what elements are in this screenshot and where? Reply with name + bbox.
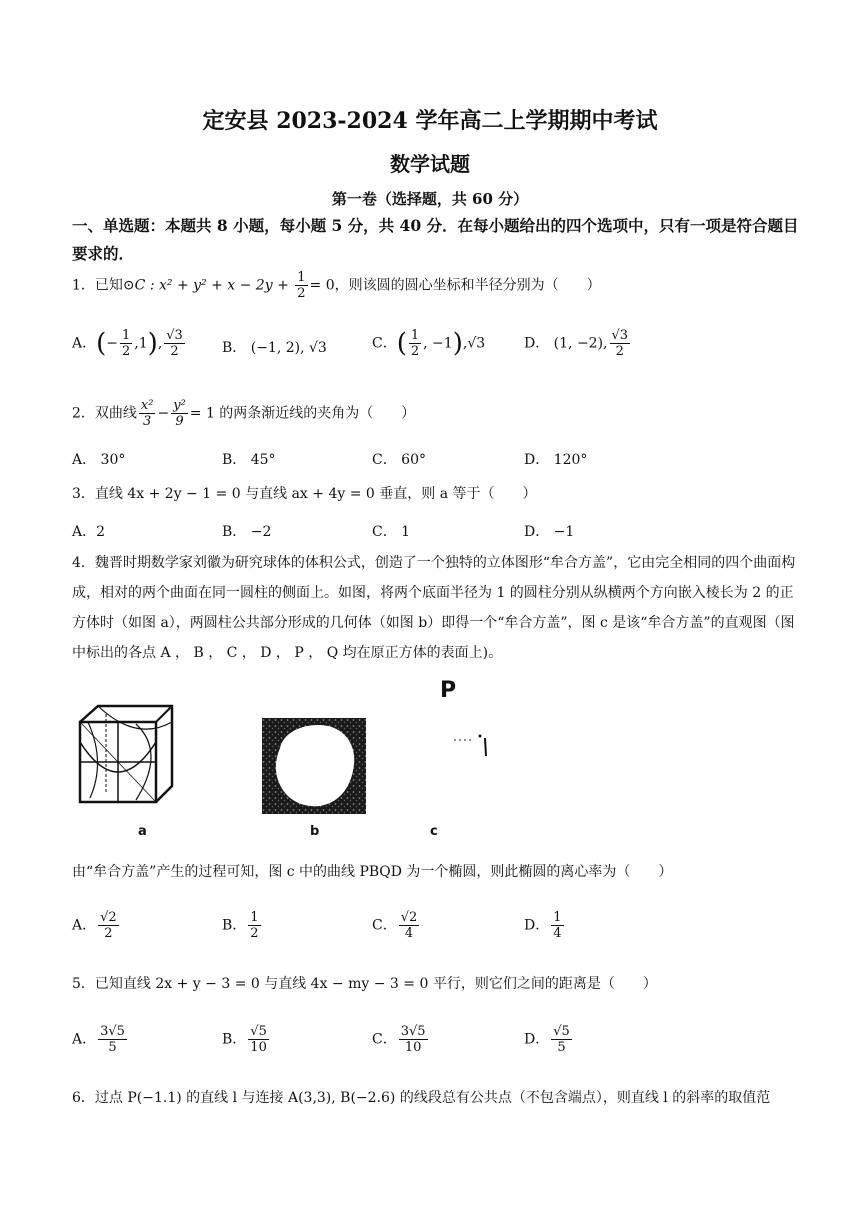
q5-option-b: B． $\frac{√5}{10}$: [222, 1024, 267, 1055]
figure-a-cube: [76, 702, 176, 806]
q2-option-d: D． 120°: [524, 452, 588, 468]
section-heading: 一、单选题：本题共 8 小题，每小题 5 分，共 40 分．在每小题给出的四个选项中，只有一项是符合题目要求的．: [72, 216, 799, 263]
q5-option-d: D． $\frac{√5}{5}$: [524, 1024, 570, 1055]
part-heading: 第一卷（选择题，共 60 分）: [331, 190, 529, 208]
question-4-prompt: 由“牟合方盖”产生的过程可知，图 c 中的曲线 PBQD 为一个椭圆，则此椭圆的离心率为（ ）: [72, 864, 673, 880]
question-6: 6．过点 P(−1.1) 的直线 l 与连接 A(3,3), B(−2.6) 的线段总有公共点（不包含端点），则直线 l 的斜率的取值范: [72, 1090, 771, 1106]
q1-prefix: 1．已知: [72, 277, 123, 294]
exam-title: 定安县 2023-2024 学年高二上学期期中考试: [202, 108, 658, 134]
figure-c-label: c: [430, 824, 438, 839]
q3-option-a: A．2: [72, 524, 106, 540]
q1-eq-tail: = 0: [309, 277, 335, 294]
q1-half-fraction: $\frac{1}{2}$: [297, 270, 306, 301]
figure-c-point-p: P: [440, 678, 457, 703]
exam-subtitle: 数学试题: [390, 152, 470, 176]
question-4-paragraph: 4．魏晋时期数学家刘徽为研究球体的体积公式，创造了一个独特的立体图形“牟合方盖”，它由完全相同的四个曲面构成，相对的两个曲面在同一圆柱的侧面上。如图，将两个底面半径为 1 的圆柱分别从纵横两个方向嵌入棱长为 2 的正方体时（如图 a），两圆柱公共部分形成的几何体（如图 b）即得一个“牟合方盖”，图 c 是该“牟合方盖”的直观图（图中标出的各点 A ， B ， C ， D ， P ， Q 均在原正方体的表面上)。: [72, 555, 796, 661]
q1-suffix: ，则该圆的圆心坐标和半径分别为（ ）: [334, 277, 601, 294]
q1-option-d: D． (1, −2), $\frac{√3}{2}$: [524, 328, 629, 359]
q5-option-a: A． $\frac{3√5}{5}$: [72, 1024, 125, 1055]
q1-option-c: C．( $\frac{1}{2}$ , −1),√3: [372, 328, 486, 359]
q1-option-b: B． (−1, 2), √3: [222, 340, 327, 356]
question-5: 5．已知直线 2x + y − 3 = 0 与直线 4x − my − 3 = 0 平行，则它们之间的距离是（ ）: [72, 976, 657, 992]
figure-a-label: a: [138, 824, 147, 839]
q1-option-a: A．(− $\frac{1}{2}$ ,1), $\frac{√3}{2}$: [72, 328, 183, 359]
q2-option-c: C． 60°: [372, 452, 426, 468]
q2-option-a: A． 30°: [72, 452, 126, 468]
q3-option-d: D． −1: [524, 524, 575, 540]
q4-option-d: D． $\frac{1}{4}$: [524, 910, 562, 941]
q4-option-b: B． $\frac{1}{2}$: [222, 910, 259, 941]
question-1: [72, 270, 807, 301]
q1-equation: ⊙C : x² + y² + x − 2y +: [122, 277, 289, 294]
q4-option-c: C． $\frac{√2}{4}$: [372, 910, 418, 941]
figure-c-sketch: [450, 726, 500, 766]
q4-option-a: A． $\frac{√2}{2}$: [72, 910, 117, 941]
q3-option-c: C． 1: [372, 524, 411, 540]
figure-b-label: b: [310, 824, 320, 839]
question-2: 2．双曲线 $\frac{\text{x²}}{3}$ − $\frac{\text{y²}}{9}$ = 1 的两条渐近线的夹角为（ ）: [72, 398, 416, 429]
q3-option-b: B． −2: [222, 524, 272, 540]
question-3: 3．直线 4x + 2y − 1 = 0 与直线 ax + 4y = 0 垂直，则 a 等于（ ）: [72, 486, 537, 502]
figure-b-solid: [262, 718, 366, 814]
q5-option-c: C． $\frac{3√5}{10}$: [372, 1024, 426, 1055]
q2-option-b: B． 45°: [222, 452, 276, 468]
